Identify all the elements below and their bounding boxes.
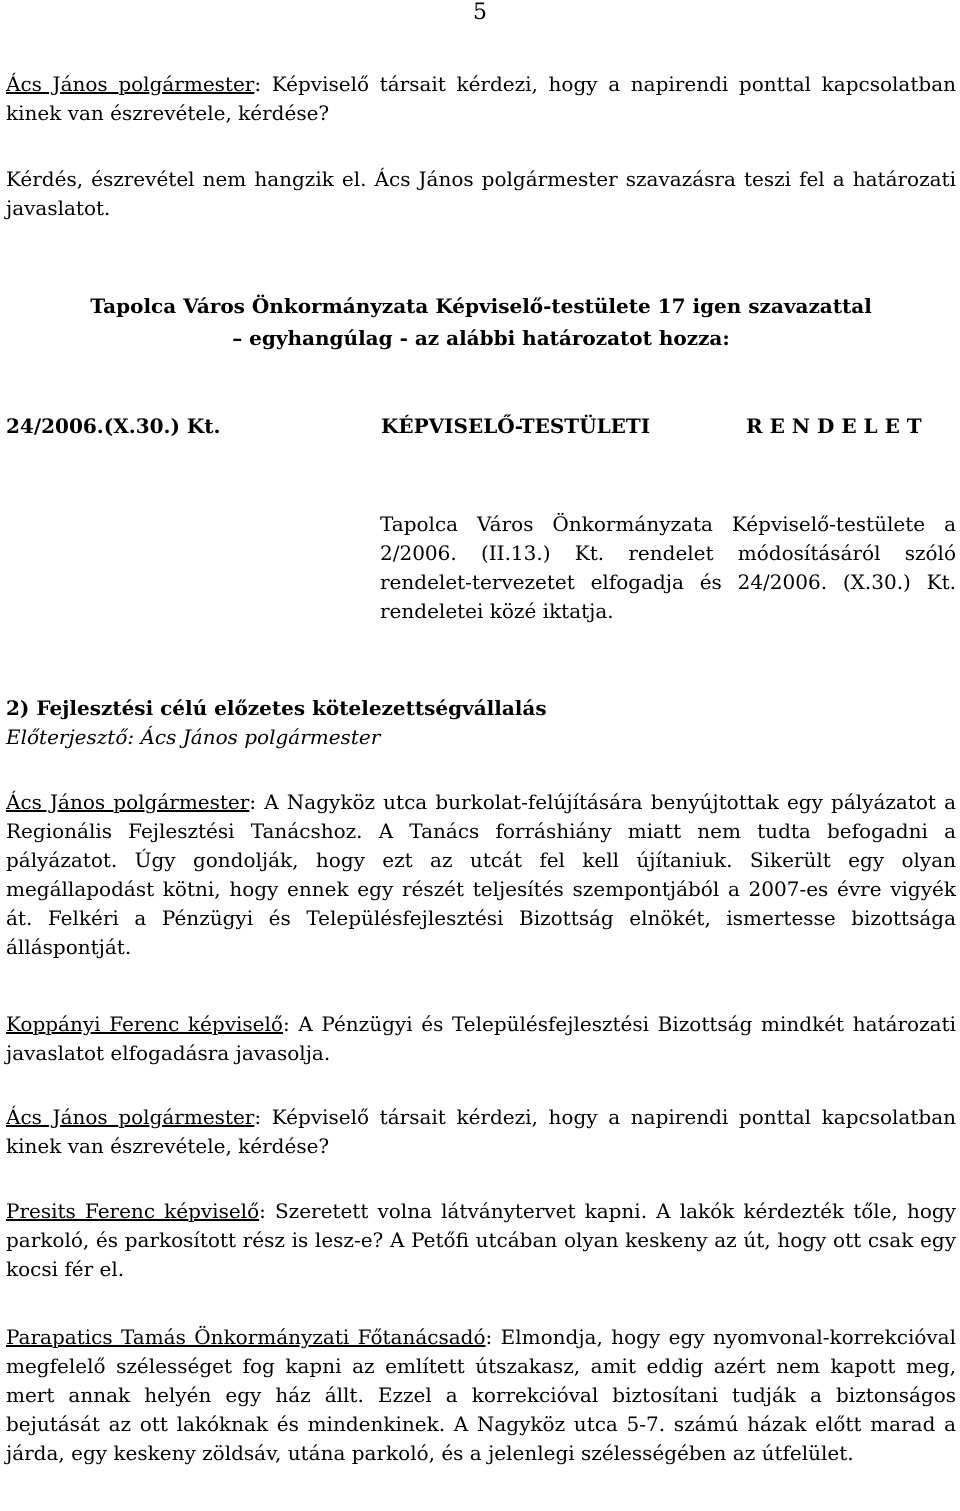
paragraph-text: : A Nagyköz utca burkolat-felújítására benyújtottak egy pályázatot a Regionális Fejlesztési Tanácshoz. A Tanács forráshiány miatt nem tudta befogadni a pályázatot. Úgy gondolják, hogy ezt az utcát fel kell újítaniuk. Sikerült egy olyan megállapodást kötni, hogy ennek egy részét teljesítés szempontjából a 2007-es évre vigyék át. Felkéri a Pénzügyi és Településfejlesztési Bizottság elnökét, ismertesse bizottsága álláspontját.	[6, 790, 957, 959]
paragraph-text: : Képviselő társait kérdezi, hogy a napirendi ponttal kapcsolatban kinek van észrevétele, kérdése?	[6, 72, 956, 125]
decree-kind: KÉPVISELŐ-TESTÜLETI	[381, 414, 651, 438]
speaker-name: Parapatics Tamás Önkormányzati Főtanácsadó	[6, 1325, 486, 1349]
paragraph-presits	[6, 1197, 956, 1284]
decree-number: 24/2006.(X.30.) Kt.	[6, 414, 221, 438]
decree-title: R E N D E L E T	[746, 414, 922, 438]
paragraph-mayor-question-1	[6, 70, 956, 128]
section-heading: 2) Fejlesztési célú előzetes kötelezettségvállalás	[6, 696, 547, 720]
section-2	[6, 694, 956, 752]
paragraph-no-questions: Kérdés, észrevétel nem hangzik el. Ács János polgármester szavazásra teszi fel a határozati javaslatot.	[6, 167, 956, 220]
paragraph-parapatics	[6, 1323, 956, 1468]
section-presenter: Előterjesztő: Ács János polgármester	[6, 725, 381, 749]
speaker-name: Ács János polgármester	[6, 790, 250, 814]
paragraph-text: : A Pénzügyi és Településfejlesztési Bizottság mindkét határozati javaslatot elfogadásra javasolja.	[6, 1012, 956, 1065]
paragraph-mayor-question-2	[6, 1103, 956, 1161]
vote-line-2: – egyhangúlag - az alábbi határozatot hozza:	[232, 326, 730, 350]
paragraph-text: : Elmondja, hogy egy nyomvonal-korrekcióval megfelelő szélességet fog kapni az említett útszakasz, amit eddig azért nem kapott meg, mert annak helyén egy ház állt. Ezzel a korrekcióval biztosítani tudják a biztonságos bejutását az ott lakóknak és mindenkinek. A Nagyköz utca 5-7. számú házak előtt marad a járda, egy keskeny zöldsáv, utána parkoló, és a jelenlegi szélességében az útfelület.	[6, 1325, 957, 1465]
page-number: 5	[473, 0, 487, 25]
paragraph-text: : Képviselő társait kérdezi, hogy a napirendi ponttal kapcsolatban kinek van észrevétele, kérdése?	[6, 1105, 956, 1158]
speaker-name: Ács János polgármester	[6, 72, 255, 96]
vote-line-1: Tapolca Város Önkormányzata Képviselő-testülete 17 igen szavazattal	[90, 294, 872, 318]
paragraph-mayor-nagykoz	[6, 788, 956, 962]
paragraph-koppanyi	[6, 1010, 956, 1068]
speaker-name: Ács János polgármester	[6, 1105, 255, 1129]
speaker-name: Koppányi Ferenc képviselő	[6, 1012, 283, 1036]
decree-text: Tapolca Város Önkormányzata Képviselő-testülete a 2/2006. (II.13.) Kt. rendelet módosításáról szóló rendelet-tervezetet elfogadja és 24/2006. (X.30.) Kt. rendeletei közé iktatja.	[380, 512, 956, 623]
paragraph-text: : Szeretett volna látványtervet kapni. A lakók kérdezték tőle, hogy parkoló, és parkosított rész is lesz-e? A Petőfi utcában olyan keskeny az út, hogy ott csak egy kocsi fér el.	[6, 1199, 956, 1281]
speaker-name: Presits Ferenc képviselő	[6, 1199, 260, 1223]
vote-statement	[6, 290, 956, 354]
